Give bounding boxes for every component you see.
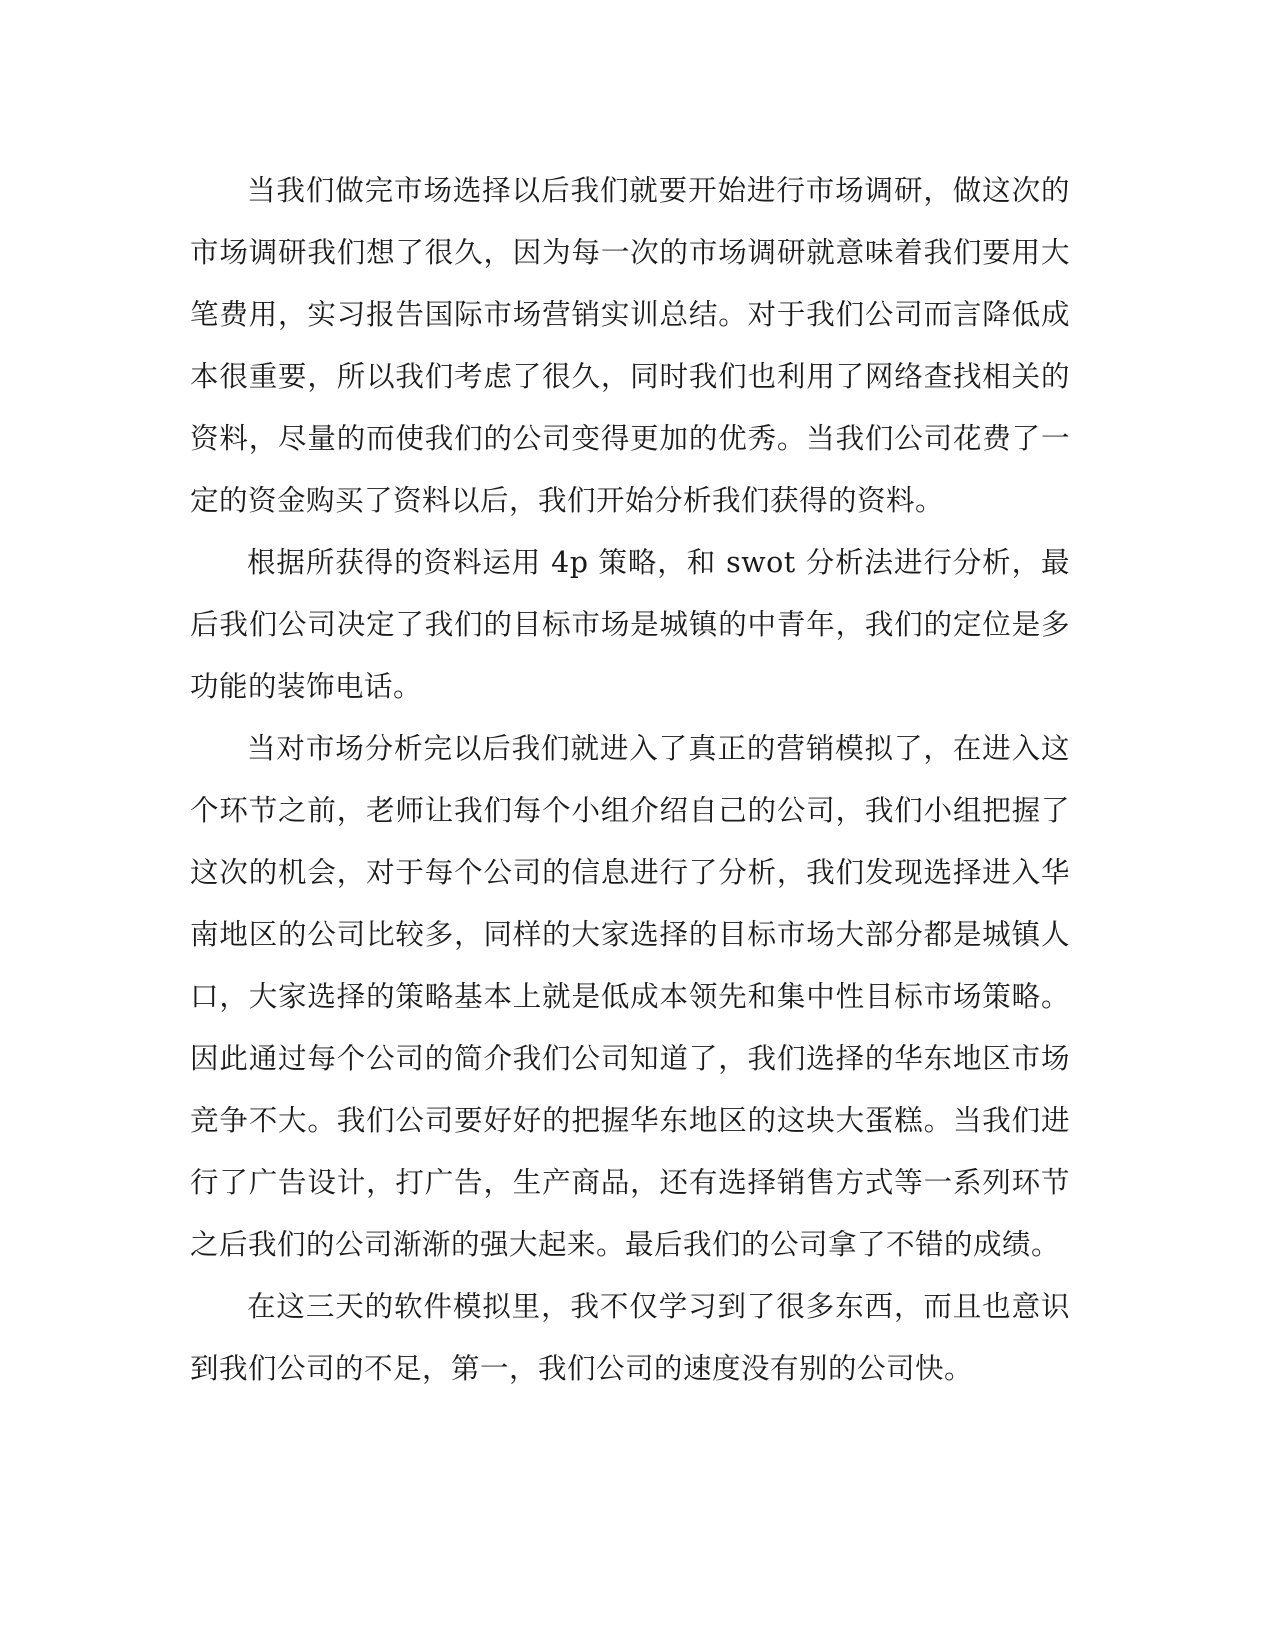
paragraph-4: 在这三天的软件模拟里，我不仅学习到了很多东西，而且也意识到我们公司的不足，第一，我们公司的速度没有别的公司快。 [190, 1290, 1070, 1385]
paragraph-2: 根据所获得的资料运用 4p 策略，和 swot 分析法进行分析，最后我们公司决定了我们的目标市场是城镇的中青年，我们的定位是多功能的装饰电话。 [190, 546, 1070, 703]
document-body [190, 160, 1070, 1400]
paragraph-3: 当对市场分析完以后我们就进入了真正的营销模拟了，在进入这个环节之前，老师让我们每个小组介绍自己的公司，我们小组把握了这次的机会，对于每个公司的信息进行了分析，我们发现选择进入华南地区的公司比较多，同样的大家选择的目标市场大部分都是城镇人口，大家选择的策略基本上就是低成本领先和集中性目标市场策略。因此通过每个公司的简介我们公司知道了，我们选择的华东地区市场竞争不大。我们公司要好好的把握华东地区的这块大蛋糕。当我们进行了广告设计，打广告，生产商品，还有选择销售方式等一系列环节之后我们的公司渐渐的强大起来。最后我们的公司拿了不错的成绩。 [190, 732, 1070, 1261]
paragraph-1: 当我们做完市场选择以后我们就要开始进行市场调研，做这次的市场调研我们想了很久，因为每一次的市场调研就意味着我们要用大笔费用，实习报告国际市场营销实训总结。对于我们公司而言降低成本很重要，所以我们考虑了很久，同时我们也利用了网络查找相关的资料，尽量的而使我们的公司变得更加的优秀。当我们公司花费了一定的资金购买了资料以后，我们开始分析我们获得的资料。 [190, 174, 1070, 517]
